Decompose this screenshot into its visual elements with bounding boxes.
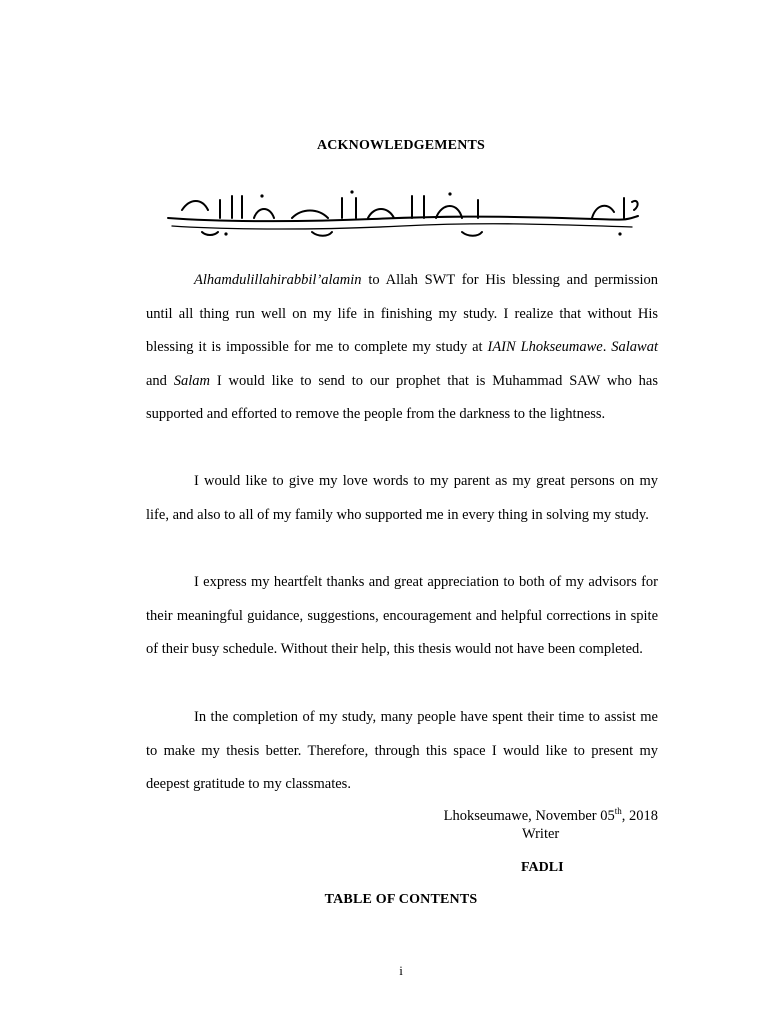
table-of-contents-heading: TABLE OF CONTENTS [324, 892, 478, 907]
date-ordinal: th [614, 806, 622, 817]
acknowledgements-heading: ACKNOWLEDGEMENTS [316, 138, 486, 153]
paragraph-gratitude-allah [146, 264, 658, 432]
p1-text-c: and [146, 372, 174, 389]
p2-text: I would like to give my love words to my parent as my great persons on my life, and also to all of my family who supported me in every thing in solving my study. [146, 473, 658, 523]
basmalah-calligraphy-image [162, 188, 644, 240]
date-prefix: Lhokseumawe, November 05 [443, 808, 615, 824]
page-number: i [399, 963, 403, 978]
p1-text-d: I would like to send to our prophet that is Muhammad SAW who has supported and efforted to remove the people from the darkness to the lightness. [146, 372, 658, 423]
paragraph-classmates [146, 701, 658, 802]
p3-text: I express my heartfelt thanks and great appreciation to both of my advisors for their meaningful guidance, suggestions, encouragement and helpful corrections in spite of their busy schedule. Without their help, this thesis would not have been completed. [146, 574, 658, 658]
salam-text: Salam [173, 372, 211, 389]
signature-place-date [400, 807, 658, 825]
p1-text-b: . [602, 339, 612, 356]
paragraph-advisors [146, 566, 658, 667]
p4-text: In the completion of my study, many people have spent their time to assist me to make my thesis better. Therefore, through this space I would like to present my deepest gratitude to my classmates. [146, 709, 658, 793]
institution-name: IAIN Lhokseumawe [487, 339, 603, 356]
salawat-text: Salawat [611, 339, 658, 356]
signature-role: Writer [522, 826, 560, 842]
paragraph-family [146, 465, 658, 532]
signature-name: FADLI [521, 860, 564, 875]
p1-text-a: to Allah SWT for His blessing and permission until all thing run well on my life in finishing my study. I realize that without His blessing it is impossible for me to complete my study at [146, 272, 658, 356]
date-year: , 2018 [621, 808, 658, 824]
alhamdulillah-text: Alhamdulillahirabbil’alamin [194, 272, 362, 288]
